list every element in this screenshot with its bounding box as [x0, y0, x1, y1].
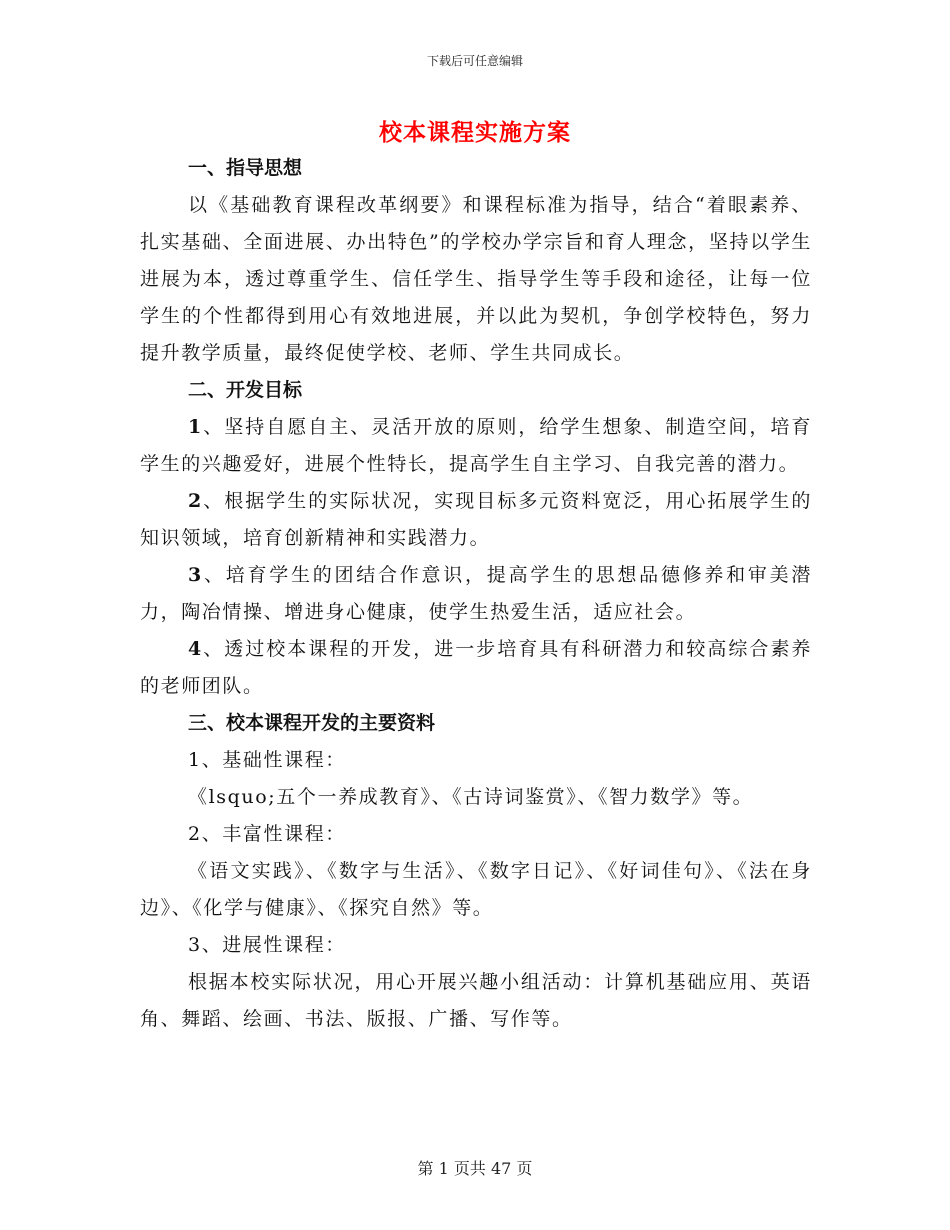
- goal-text: 、透过校本课程的开发，进一步培育具有科研潜力和较高综合素养的老师团队。: [140, 638, 812, 697]
- section-heading-guiding-ideology: 一、指导思想: [188, 157, 303, 179]
- goal-number: 1: [188, 416, 203, 438]
- paragraph-guiding-ideology: 以《基础教育课程改革纲要》和课程标准为指导，结合“着眼素养、扎实基础、全面进展、办出特色”的学校办学宗旨和育人理念，坚持以学生进展为本，透过尊重学生、信任学生、指导学生等手段和途径，让每一位学生的个性都得到用心有效地进展，并以此为契机，争创学校特色，努力提升教学质量，最终促使学校、老师、学生共同成长。: [140, 194, 812, 364]
- goal-item-3: [140, 557, 812, 631]
- course-list-basic: 《lsquo;五个一养成教育》、《古诗词鉴赏》、《智力数学》等。: [188, 786, 754, 808]
- section-heading-development-goals: 二、开发目标: [188, 379, 303, 401]
- goal-number: 3: [188, 564, 203, 586]
- course-list-development: 根据本校实际状况，用心开展兴趣小组活动：计算机基础应用、英语角、舞蹈、绘画、书法、版报、广播、写作等。: [140, 971, 812, 1030]
- course-list-enrichment: 《语文实践》、《数字与生活》、《数字日记》、《好词佳句》、《法在身边》、《化学与健康》、《探究自然》等。: [140, 860, 812, 919]
- goal-text: 、坚持自愿自主、灵活开放的原则，给学生想象、制造空间，培育学生的兴趣爱好，进展个性特长，提高学生自主学习、自我完善的潜力。: [140, 416, 812, 475]
- course-category-basic: 1、基础性课程：: [188, 749, 346, 771]
- goal-number: 2: [188, 490, 203, 512]
- page-footer: 第 1 页共 47 页: [417, 1159, 533, 1178]
- document-title: 校本课程实施方案: [379, 119, 571, 146]
- page-header: 下载后可任意编辑: [426, 54, 523, 68]
- goal-item-1: [140, 409, 812, 483]
- goal-item-2: [140, 483, 812, 557]
- section-heading-main-content: 三、校本课程开发的主要资料: [188, 712, 436, 734]
- goal-number: 4: [188, 638, 203, 660]
- course-category-development: 3、进展性课程：: [188, 934, 346, 956]
- document-body: [140, 150, 812, 1038]
- goal-text: 、根据学生的实际状况，实现目标多元资料宽泛，用心拓展学生的知识领域，培育创新精神和实践潜力。: [140, 490, 812, 549]
- goal-item-4: [140, 631, 812, 705]
- course-category-enrichment: 2、丰富性课程：: [188, 823, 346, 845]
- goal-text: 、培育学生的团结合作意识，提高学生的思想品德修养和审美潜力，陶冶情操、增进身心健康，使学生热爱生活，适应社会。: [140, 564, 812, 623]
